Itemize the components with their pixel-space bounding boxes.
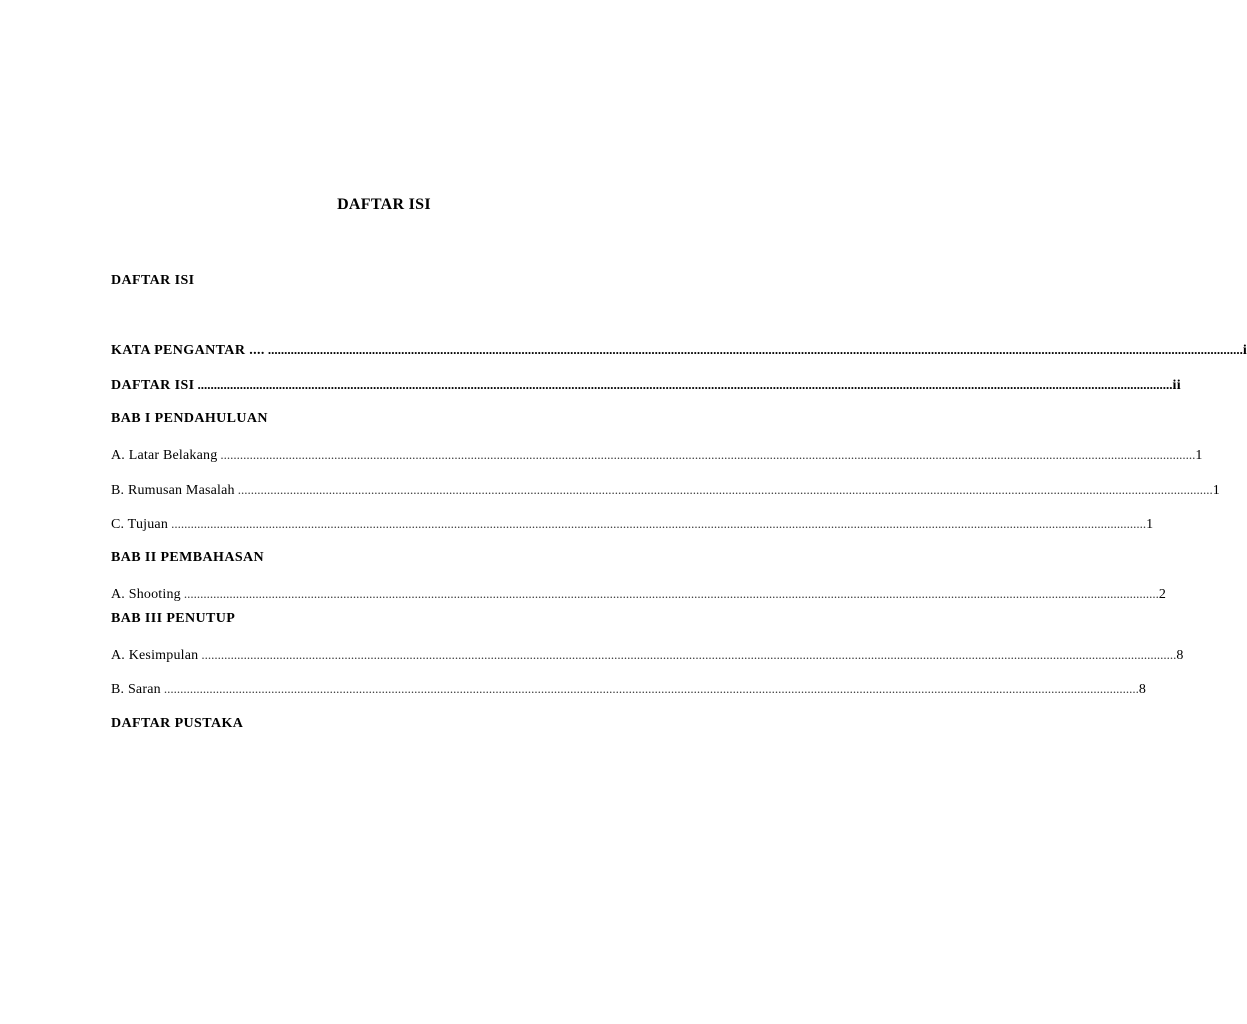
- toc-item: [111, 585, 1166, 604]
- chapter-heading: BAB II PEMBAHASAN: [111, 550, 265, 565]
- chapter-heading: BAB I PENDAHULUAN: [111, 411, 268, 426]
- toc-item-label: A. Latar Belakang: [111, 448, 218, 463]
- toc-item: [111, 515, 1154, 534]
- subheading: DAFTAR ISI: [111, 273, 195, 288]
- toc-entry-page: ii: [1172, 378, 1182, 393]
- toc-entry: [111, 376, 1182, 395]
- closing-heading: DAFTAR PUSTAKA: [111, 716, 244, 731]
- toc-item-page: 8: [1176, 648, 1184, 663]
- dot-leader: ............................................................................................................................................................................................................................................................................................................: [201, 647, 1177, 662]
- toc-item-page: 1: [1212, 483, 1220, 498]
- toc-item: [111, 481, 1220, 500]
- toc-item-label: A. Shooting: [111, 587, 181, 602]
- dot-leader: ............................................................................................................................................................................................................................................................................................................: [183, 586, 1159, 601]
- toc-item: [111, 446, 1203, 465]
- toc-entry-page: i: [1242, 343, 1247, 358]
- toc-item-page: 8: [1138, 682, 1146, 697]
- toc-item-page: 1: [1195, 448, 1203, 463]
- toc-item: [111, 680, 1146, 699]
- dot-leader: ............................................................................................................................................................................................................................................................................................................: [171, 516, 1147, 531]
- toc-item: [111, 646, 1184, 665]
- dot-leader: ............................................................................................................................................................................................................................................................................................................: [237, 482, 1213, 497]
- toc-item-label: C. Tujuan: [111, 517, 169, 532]
- toc-item-label: B. Saran: [111, 682, 161, 697]
- toc-entry: [111, 341, 1247, 360]
- page-title: DAFTAR ISI: [337, 196, 431, 213]
- toc-item-page: 1: [1146, 517, 1154, 532]
- toc-entry-label: DAFTAR ISI: [111, 378, 195, 393]
- dot-leader: ............................................................................................................................................................................................................................................................................................................: [163, 681, 1139, 696]
- toc-item-label: B. Rumusan Masalah: [111, 483, 235, 498]
- toc-item-label: A. Kesimpulan: [111, 648, 199, 663]
- chapter-heading: BAB III PENUTUP: [111, 611, 236, 626]
- toc-entry-label: KATA PENGANTAR ....: [111, 343, 265, 358]
- dot-leader: ............................................................................................................................................................................................................................................................................................................: [220, 447, 1196, 462]
- toc-item-page: 2: [1158, 587, 1166, 602]
- dot-leader: ............................................................................................................................................................................................................................................................................................................: [267, 342, 1243, 357]
- dot-leader: ............................................................................................................................................................................................................................................................................................................: [197, 377, 1173, 392]
